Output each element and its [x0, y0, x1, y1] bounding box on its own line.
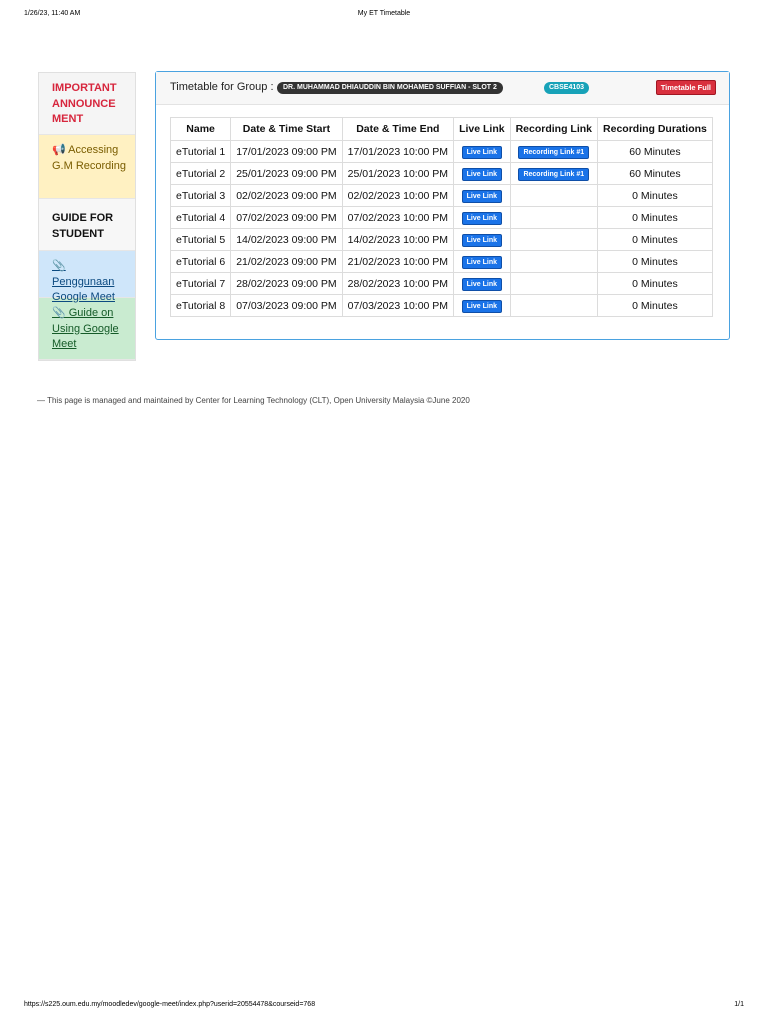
live-link-button[interactable]: Live Link: [462, 212, 502, 225]
recording-duration: 0 Minutes: [598, 295, 713, 317]
end-datetime: 07/02/2023 10:00 PM: [342, 207, 453, 229]
recording-link-cell: [510, 251, 597, 273]
end-datetime: 07/03/2023 10:00 PM: [342, 295, 453, 317]
end-datetime: 25/01/2023 10:00 PM: [342, 163, 453, 185]
accessing-recording-link[interactable]: [39, 135, 135, 199]
recording-duration: 0 Minutes: [598, 251, 713, 273]
column-header: Name: [171, 118, 231, 141]
table-row: [171, 229, 713, 251]
penggunaan-google-meet-link[interactable]: 📎Penggunaan Google Meet: [52, 260, 115, 303]
live-link-cell: [454, 163, 511, 185]
recording-link-cell: [510, 273, 597, 295]
table-row: [171, 273, 713, 295]
recording-link-cell: [510, 141, 597, 163]
live-link-cell: [454, 273, 511, 295]
live-link-cell: [454, 251, 511, 273]
start-datetime: 02/02/2023 09:00 PM: [231, 185, 342, 207]
recording-link-cell: [510, 295, 597, 317]
end-datetime: 02/02/2023 10:00 PM: [342, 185, 453, 207]
column-header: Recording Durations: [598, 118, 713, 141]
recording-duration: 0 Minutes: [598, 229, 713, 251]
session-name: eTutorial 2: [171, 163, 231, 185]
live-link-cell: [454, 141, 511, 163]
timetable-panel-header: [156, 72, 729, 105]
start-datetime: 25/01/2023 09:00 PM: [231, 163, 342, 185]
recording-link-cell: [510, 163, 597, 185]
penggunaan-google-meet-item[interactable]: [39, 251, 135, 303]
group-label: Timetable for Group :: [170, 81, 274, 93]
live-link-button[interactable]: Live Link: [462, 278, 502, 291]
live-link-button[interactable]: Live Link: [462, 146, 502, 159]
column-header: Recording Link: [510, 118, 597, 141]
live-link-button[interactable]: Live Link: [462, 256, 502, 269]
table-row: [171, 185, 713, 207]
timetable-panel: [155, 71, 730, 340]
recording-duration: 0 Minutes: [598, 273, 713, 295]
announcement-heading: IMPORTANT ANNOUNCE MENT: [39, 73, 135, 135]
recording-link-button[interactable]: Recording Link #1: [518, 146, 589, 159]
live-link-button[interactable]: Live Link: [462, 190, 502, 203]
course-code-badge: CBSE4103: [544, 82, 589, 94]
timetable-status-badge: Timetable Full: [656, 80, 716, 95]
recording-duration: 0 Minutes: [598, 207, 713, 229]
recording-link-cell: [510, 185, 597, 207]
session-name: eTutorial 4: [171, 207, 231, 229]
sidebar: [38, 72, 136, 361]
recording-duration: 60 Minutes: [598, 141, 713, 163]
live-link-cell: [454, 185, 511, 207]
session-name: eTutorial 7: [171, 273, 231, 295]
table-row: [171, 295, 713, 317]
live-link-button[interactable]: Live Link: [462, 300, 502, 313]
start-datetime: 07/03/2023 09:00 PM: [231, 295, 342, 317]
session-name: eTutorial 3: [171, 185, 231, 207]
timetable-table: [170, 117, 713, 317]
recording-link-cell: [510, 207, 597, 229]
live-link-button[interactable]: Live Link: [462, 168, 502, 181]
column-header: Date & Time End: [342, 118, 453, 141]
site-footer: — This page is managed and maintained by Center for Learning Technology (CLT), Open University Malaysia ©June 2020: [37, 396, 470, 405]
live-link-cell: [454, 207, 511, 229]
guide-heading: GUIDE FOR STUDENT: [39, 199, 135, 251]
column-header: Live Link: [454, 118, 511, 141]
table-header-row: [171, 118, 713, 141]
guide-google-meet-item[interactable]: [39, 298, 135, 360]
print-page-number: 1/1: [734, 1001, 744, 1008]
session-name: eTutorial 5: [171, 229, 231, 251]
start-datetime: 07/02/2023 09:00 PM: [231, 207, 342, 229]
table-row: [171, 251, 713, 273]
table-row: [171, 207, 713, 229]
end-datetime: 28/02/2023 10:00 PM: [342, 273, 453, 295]
guide-google-meet-link[interactable]: 📎 Guide on Using Google Meet: [52, 307, 119, 350]
live-link-cell: [454, 295, 511, 317]
start-datetime: 17/01/2023 09:00 PM: [231, 141, 342, 163]
recording-duration: 60 Minutes: [598, 163, 713, 185]
table-row: [171, 141, 713, 163]
start-datetime: 14/02/2023 09:00 PM: [231, 229, 342, 251]
live-link-button[interactable]: Live Link: [462, 234, 502, 247]
accessing-recording-label[interactable]: 📢 Accessing G.M Recording: [52, 144, 126, 172]
end-datetime: 17/01/2023 10:00 PM: [342, 141, 453, 163]
end-datetime: 21/02/2023 10:00 PM: [342, 251, 453, 273]
session-name: eTutorial 8: [171, 295, 231, 317]
session-name: eTutorial 1: [171, 141, 231, 163]
session-name: eTutorial 6: [171, 251, 231, 273]
table-row: [171, 163, 713, 185]
print-datetime: 1/26/23, 11:40 AM: [24, 10, 81, 17]
column-header: Date & Time Start: [231, 118, 342, 141]
print-url: https://s225.oum.edu.my/moodledev/google-meet/index.php?userid=20554478&courseid=768: [24, 1001, 316, 1008]
start-datetime: 21/02/2023 09:00 PM: [231, 251, 342, 273]
end-datetime: 14/02/2023 10:00 PM: [342, 229, 453, 251]
recording-link-button[interactable]: Recording Link #1: [518, 168, 589, 181]
recording-duration: 0 Minutes: [598, 185, 713, 207]
start-datetime: 28/02/2023 09:00 PM: [231, 273, 342, 295]
live-link-cell: [454, 229, 511, 251]
print-page-title: My ET Timetable: [357, 10, 411, 17]
group-name-badge: DR. MUHAMMAD DHIAUDDIN BIN MOHAMED SUFFIAN - SLOT 2: [277, 82, 503, 94]
recording-link-cell: [510, 229, 597, 251]
